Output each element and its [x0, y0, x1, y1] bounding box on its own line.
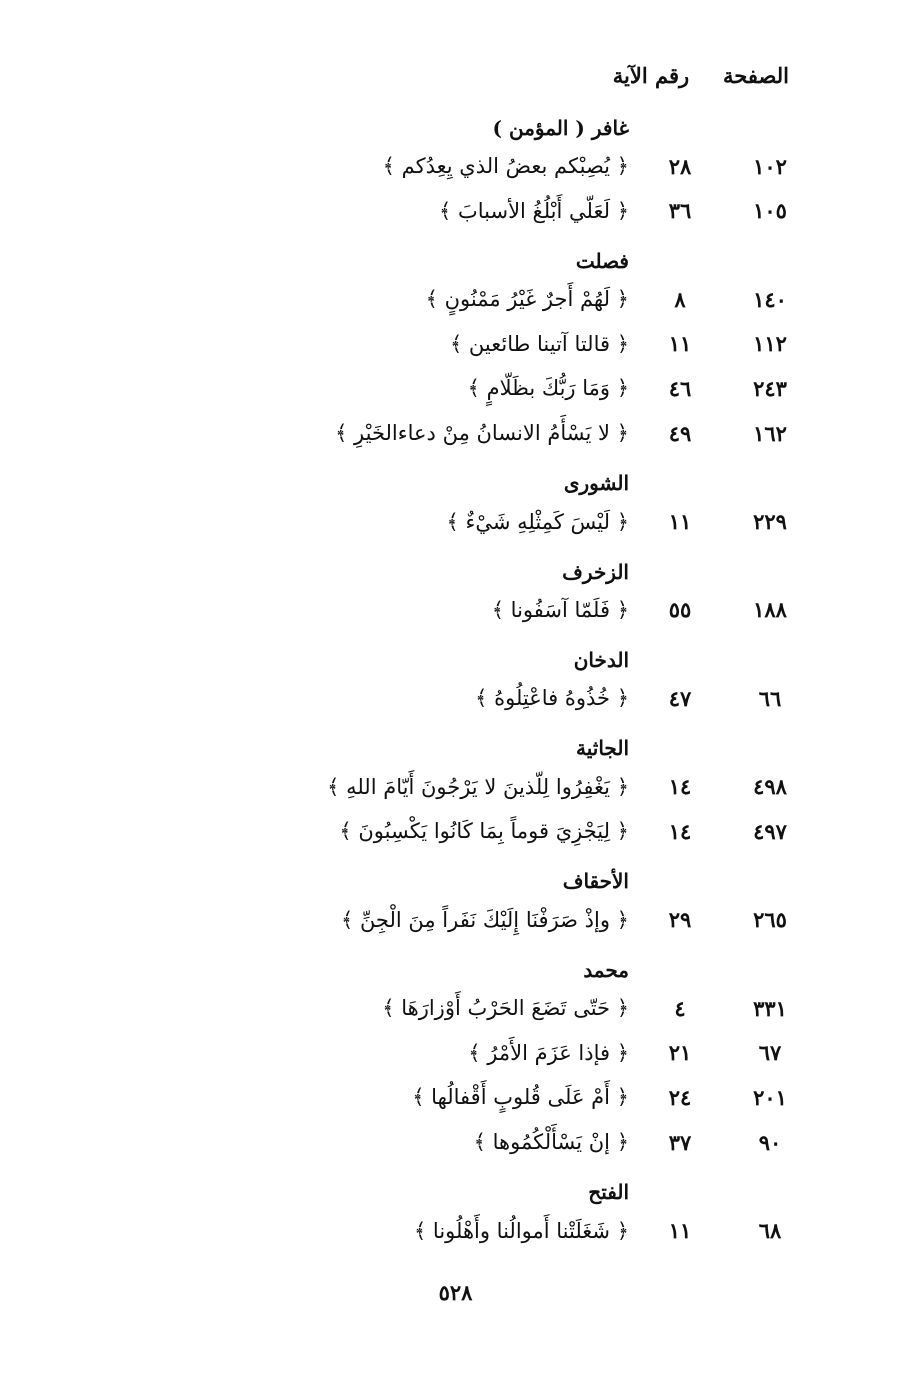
verse-row — [295, 277, 815, 322]
surah-name: الجاثية — [576, 736, 629, 761]
verse-text: ﴿ وإذْ صَرَفْنَا إِلَيْكَ نَفَراً مِنَ الْجِنِّ ﴾ — [340, 907, 629, 932]
ayah-number-cell: ٢٤ — [668, 1084, 692, 1110]
verse-row — [295, 321, 815, 366]
verse-row — [295, 1208, 815, 1253]
ayah-number-cell: ١١ — [668, 1218, 692, 1244]
surah-heading-row — [295, 233, 815, 277]
ayah-number-cell: ١١ — [668, 331, 692, 357]
surah-name: محمد — [583, 957, 629, 982]
ayah-number-cell: ١١ — [668, 509, 692, 535]
surah-heading-row — [295, 721, 815, 765]
page-number-cell: ٩٠ — [758, 1129, 782, 1155]
page-number-cell: ١٠٢ — [753, 153, 787, 179]
index-list — [295, 100, 815, 1253]
surah-name: الزخرف — [562, 559, 629, 584]
page-number-cell: ٣٣١ — [753, 995, 787, 1021]
page-number-cell: ١٨٨ — [753, 597, 787, 623]
verse-row — [295, 411, 815, 456]
page-number-cell: ١١٢ — [753, 331, 787, 357]
page-number-cell: ١٠٥ — [753, 198, 787, 224]
page-number-cell: ٦٨ — [758, 1218, 782, 1244]
verse-text: ﴿ حَتّى تَضَعَ الحَرْبُ أَوْزارَهَا ﴾ — [382, 996, 629, 1021]
verse-text: ﴿ لَيْسَ كَمِثْلِهِ شَيْءٌ ﴾ — [446, 509, 629, 534]
verse-row — [295, 366, 815, 411]
surah-name: الفتح — [588, 1180, 629, 1205]
verse-text: ﴿ لَعَلّي أَبْلُغُ الأسبابَ ﴾ — [438, 198, 629, 223]
page-number-cell: ٤٩٨ — [753, 774, 787, 800]
verse-row — [295, 764, 815, 809]
ayah-number-cell: ٢١ — [668, 1040, 692, 1066]
page-number-cell: ٤٩٧ — [753, 818, 787, 844]
verse-text: ﴿ أَمْ عَلَى قُلوبٍ أَقْفالُها ﴾ — [412, 1085, 629, 1110]
verse-row — [295, 897, 815, 942]
page-number-cell: ٢٠١ — [753, 1084, 787, 1110]
page-number-cell: ٢٤٣ — [753, 375, 787, 401]
surah-name: الدخان — [573, 647, 629, 672]
verse-row — [295, 1120, 815, 1165]
verse-row — [295, 188, 815, 233]
page-number: ٥٢٨ — [438, 1280, 473, 1305]
verse-row — [295, 676, 815, 721]
surah-name: فصلت — [575, 248, 629, 273]
page-number-cell: ٢٢٩ — [753, 509, 787, 535]
page-number-cell: ٦٦ — [758, 685, 782, 711]
page-number-cell: ٦٧ — [758, 1040, 782, 1066]
ayah-number-cell: ١٤ — [668, 774, 692, 800]
surah-heading-row — [295, 100, 815, 144]
verse-text: ﴿ وَمَا رَبُّكَ بظَلّامٍ ﴾ — [467, 376, 629, 401]
surah-heading-row — [295, 456, 815, 500]
surah-heading-row — [295, 544, 815, 588]
verse-text: ﴿ يَغْفِرُوا لِلّذينَ لا يَرْجُونَ أَيّامَ اللهِ ﴾ — [327, 774, 629, 799]
table-header — [601, 58, 811, 92]
surah-heading-row — [295, 632, 815, 676]
verse-text: ﴿ يُصِبْكم بعضُ الذي يِعِدُكم ﴾ — [382, 154, 629, 179]
ayah-number-cell: ٢٩ — [668, 907, 692, 933]
surah-name: الشورى — [563, 471, 629, 496]
surah-name: غافر ( المؤمن ) — [492, 115, 629, 140]
ayah-number-cell: ٥٥ — [668, 597, 692, 623]
ayah-number-cell: ٤٦ — [668, 375, 692, 401]
verse-text: ﴿ خُذُوهُ فاعْتِلُوهُ ﴾ — [475, 686, 629, 711]
verse-text: ﴿ لِيَجْزِيَ قوماً بِمَا كَانُوا يَكْسِبُونَ ﴾ — [339, 819, 629, 844]
verse-row — [295, 1030, 815, 1075]
ayah-number-cell: ٣٦ — [668, 198, 692, 224]
verse-row — [295, 144, 815, 189]
verse-text: ﴿ قالتا آتينا طائعين ﴾ — [449, 331, 629, 356]
verse-text: ﴿ لا يَسْأَمُ الانسانُ مِنْ دعاءالخَيْرِ ﴾ — [335, 421, 629, 446]
surah-heading-row — [295, 854, 815, 898]
ayah-number-cell: ٤ — [674, 995, 686, 1021]
verse-row — [295, 986, 815, 1031]
ayah-column-header: رقم الآية — [612, 62, 690, 88]
ayah-number-cell: ١٤ — [668, 818, 692, 844]
page-number-cell: ١٦٢ — [753, 420, 787, 446]
verse-row — [295, 588, 815, 633]
ayah-number-cell: ٨ — [674, 286, 686, 312]
verse-text: ﴿ فَلَمّا آسَفُونا ﴾ — [491, 597, 629, 622]
verse-text: ﴿ فإذا عَزَمَ الأَمْرُ ﴾ — [468, 1040, 629, 1065]
verse-text: ﴿ لَهُمْ أَجرٌ غَيْرُ مَمْنُونٍ ﴾ — [425, 287, 629, 312]
ayah-number-cell: ٤٩ — [668, 420, 692, 446]
ayah-number-cell: ٣٧ — [668, 1129, 692, 1155]
ayah-number-cell: ٢٨ — [668, 153, 692, 179]
surah-heading-row — [295, 1165, 815, 1209]
ayah-number-cell: ٤٧ — [668, 685, 692, 711]
verse-row — [295, 809, 815, 854]
page-number-cell: ٢٦٥ — [753, 907, 787, 933]
verse-text: ﴿ إنْ يَسْأَلْكُمُوها ﴾ — [473, 1130, 629, 1155]
page-number-cell: ١٤٠ — [753, 286, 787, 312]
verse-text: ﴿ شَغَلَتْنا أَموالُنا وأَهْلُونا ﴾ — [413, 1218, 629, 1243]
page-column-header: الصفحة — [723, 62, 789, 88]
surah-name: الأحقاف — [562, 869, 629, 894]
verse-row — [295, 499, 815, 544]
surah-heading-row — [295, 942, 815, 986]
verse-row — [295, 1075, 815, 1120]
